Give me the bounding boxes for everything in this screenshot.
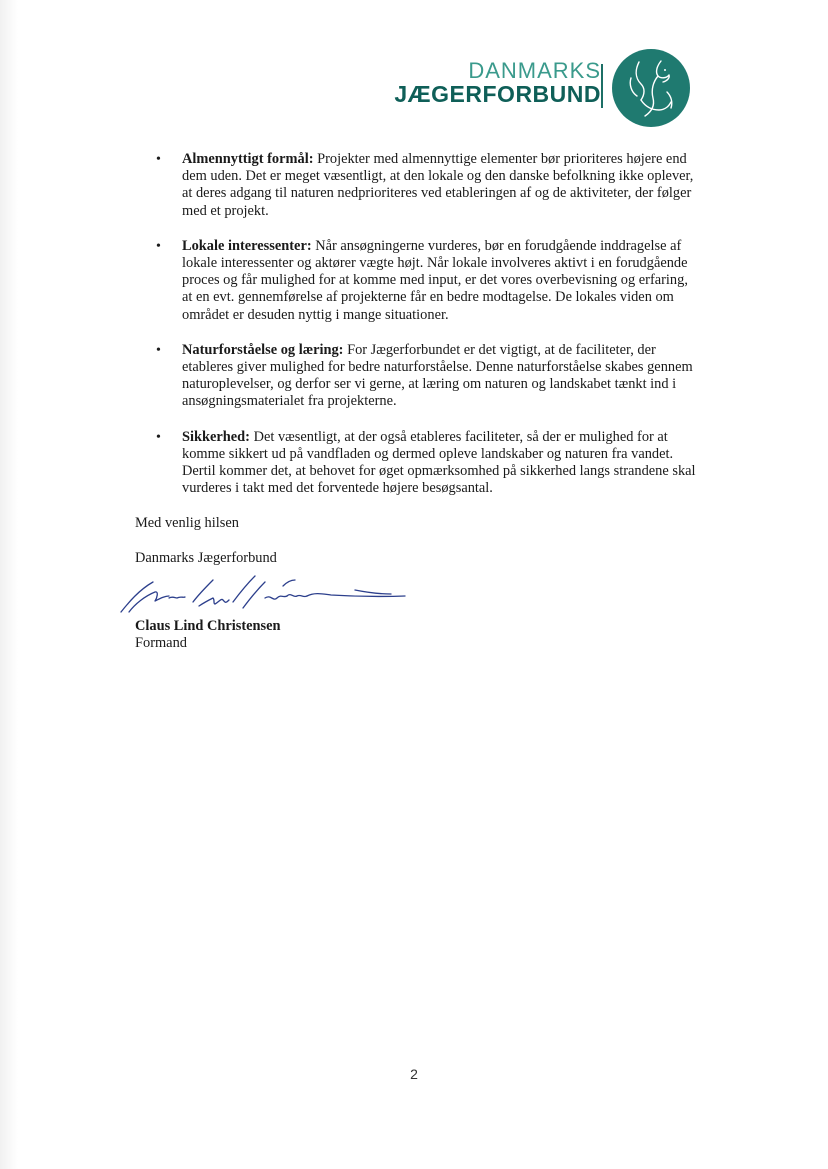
list-item: [135, 238, 700, 324]
list-item-title: Sikkerhed:: [182, 428, 250, 445]
list-item: [135, 151, 700, 220]
criteria-list: [135, 151, 700, 497]
signer-title: Formand: [135, 635, 187, 652]
letter-closing: [135, 515, 700, 652]
organization-logo: [394, 46, 695, 130]
handwritten-signature: [115, 568, 700, 618]
letter-body: [135, 151, 700, 652]
list-item-text: Det væsentligt, at der også etableres faciliteter, så der er mulighed for at komme sikkert ud på vandfladen og dermed opleve landskaber og naturen fra vandet. Dertil kommer det, at behovet for øget opmærksomhed på sikkerhed langs strandene skal vurderes i takt med det forventede højere besøgsantal.: [182, 428, 696, 497]
bullet-icon: •: [156, 238, 161, 254]
logo-line-2: JÆGERFORBUND: [394, 81, 601, 107]
bullet-icon: •: [156, 342, 161, 358]
signer-name: Claus Lind Christensen: [135, 617, 281, 634]
bullet-icon: •: [156, 429, 161, 445]
logo-divider: [601, 64, 603, 108]
page-number: 2: [410, 1066, 418, 1082]
logo-line-1: DANMARKS: [468, 58, 601, 83]
scan-edge-shade: [0, 0, 18, 1169]
list-item-title: Almennyttigt formål:: [182, 151, 314, 167]
list-item: [135, 429, 700, 498]
list-item-title: Naturforståelse og læring:: [182, 341, 344, 358]
bullet-icon: •: [156, 152, 161, 167]
list-item-title: Lokale interessenter:: [182, 237, 312, 254]
signature-icon: [115, 568, 415, 618]
list-item: [135, 342, 700, 411]
list-item-text: Når ansøgningerne vurderes, bør en forudgående inddragelse af lokale interessenter og aktører vægte højt. Når lokale involveres aktivt i en forudgående proces og får mulighed for at komme med input, er det vores overbevisning og erfaring, at en evt. gennemførelse af projekterne får en bedre modtagelse. De lokales viden om området er desuden nyttig i mange situationer.: [182, 237, 688, 323]
heron-bird-emblem-icon: [611, 48, 691, 128]
list-item-text: For Jægerforbundet er det vigtigt, at de faciliteter, der etableres giver mulighed for bedre naturforståelse. Denne naturforståelse skabes gennem naturoplevelser, og derfor ser vi gerne, at læring om naturen og landskabet tænkt ind i ansøgningsmaterialet fra projekterne.: [182, 341, 693, 410]
closing-greeting: Med venlig hilsen: [135, 515, 239, 532]
list-item-text: Projekter med almennyttige elementer bør prioriteres højere end dem uden. Det er meget væsentligt, at den lokale og den danske befolkning ikke oplever, at deres adgang til naturen nedprioriteres ved etableringen af og de aktiviteter, der følger med et projekt.: [182, 151, 694, 219]
sender-organization: Danmarks Jægerforbund: [135, 549, 277, 566]
logo-wordmark: [394, 60, 601, 106]
